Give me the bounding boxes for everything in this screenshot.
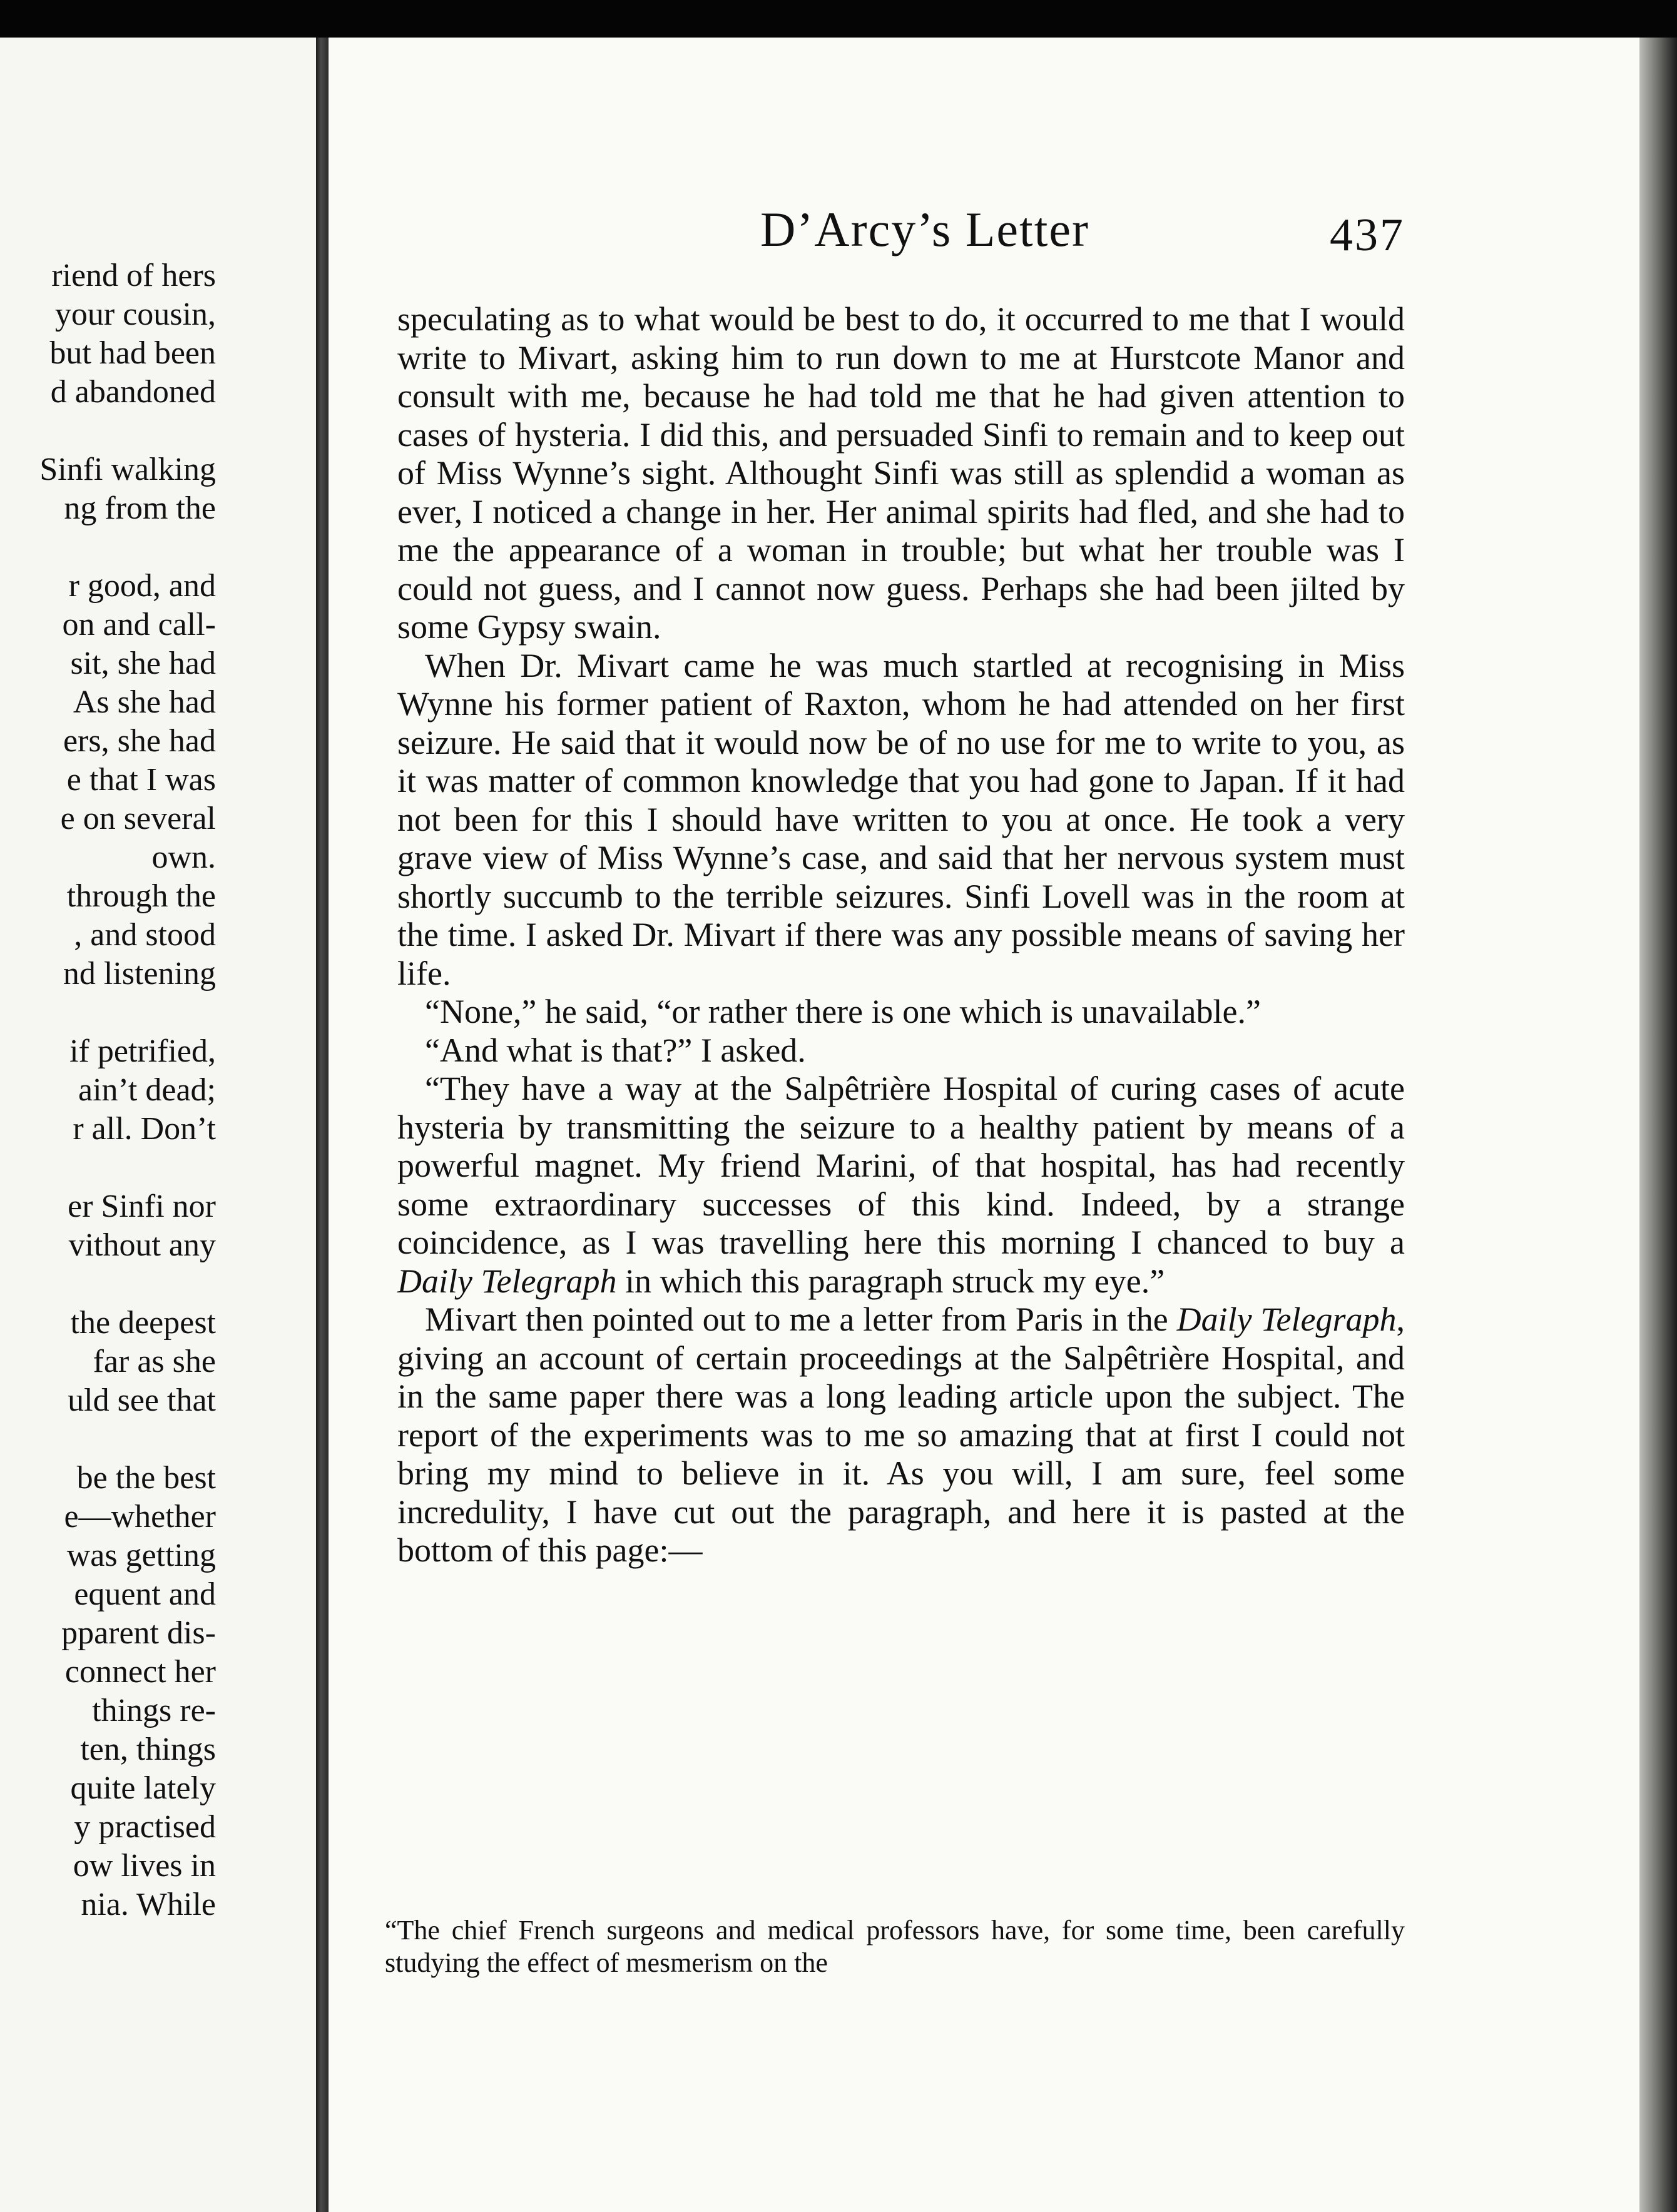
left-page-line: connect her	[64, 1654, 216, 1690]
left-page-line: ow lives in	[73, 1848, 216, 1884]
left-page-line: uld see that	[68, 1382, 216, 1418]
book-gutter	[316, 38, 329, 2212]
quote-text: “The chief French surgeons and medical professors have, for some time, been carefully studying the effect of mesmerism on the	[385, 1915, 1405, 1978]
left-page-line: er Sinfi nor	[68, 1189, 216, 1224]
paragraph-4: “And what is that?” I asked.	[425, 1031, 806, 1069]
left-page-line: on and call-	[62, 607, 216, 642]
page-number: 437	[1330, 210, 1405, 261]
left-page-text-column	[0, 256, 216, 1924]
left-page-line: far as she	[93, 1344, 216, 1379]
left-page-line: ain’t dead;	[78, 1072, 216, 1108]
left-page-line: r all. Don’t	[73, 1111, 216, 1147]
left-page-line: if petrified,	[69, 1033, 216, 1069]
left-page-line: riend of hers	[51, 258, 216, 293]
page-edge-right	[1639, 38, 1677, 2212]
paragraph-2: When Dr. Mivart came he was much startled at recognising in Miss Wynne his former patient of Raxton, whom he had attended on her first seizure. He said that it would now be of no use for me to write to you, as it was matter of common knowledge that you had gone to Japan. If it had not been for this I should have written to you at once. He took a very grave view of Miss Wynne’s case, and said that her nervous system must shortly succumb to the terrible seizures. Sinfi Lovell was in the room at the time. I asked Dr. Mivart if there was any possible means of saving her life.	[397, 646, 1405, 992]
paragraph-6-text-a: Mivart then pointed out to me a letter from Paris in the	[425, 1301, 1177, 1338]
paragraph-5-newspaper-title: Daily Telegraph	[397, 1262, 617, 1300]
left-page-line: Sinfi walking	[39, 452, 216, 487]
left-page-line	[0, 1149, 216, 1187]
scan-border-top	[0, 0, 1677, 38]
left-page-line	[0, 993, 216, 1032]
left-page-line: be the best	[76, 1460, 216, 1496]
paragraph-3: “None,” he said, “or rather there is one which is unavailable.”	[425, 993, 1261, 1030]
body-text	[397, 300, 1405, 1570]
left-page-line: d abandoned	[50, 374, 216, 410]
left-page-line: sit, she had	[70, 646, 216, 681]
left-page-line: ten, things	[80, 1732, 216, 1767]
left-page-line: e—whether	[64, 1499, 216, 1535]
paragraph-6-text-b: , giving an account of certain proceedings at the Salpêtrière Hospital, and in the same paper there was a long leading article upon the subject. The report of the experiments was to me so amazing that at first I could not bring my mind to believe in it. As you will, I am sure, feel some incredulity, I have cut out the paragraph, and here it is pasted at the bottom of this page:—	[397, 1301, 1405, 1569]
left-page	[0, 38, 316, 2212]
running-title: D’Arcy’s Letter	[760, 202, 1089, 256]
left-page-line: through the	[66, 878, 216, 914]
left-page-line: e that I was	[66, 762, 216, 798]
left-page-line: your cousin,	[54, 297, 216, 332]
left-page-line: the deepest	[70, 1305, 216, 1341]
left-page-line: vithout any	[68, 1227, 216, 1263]
left-page-line	[0, 412, 216, 450]
paragraph-1: speculating as to what would be best to do, it occurred to me that I would write to Mivart, asking him to run down to me at Hurstcote Manor and consult with me, because he had told me that he had given attention to cases of hysteria. I did this, and persuaded Sinfi to remain and to keep out of Miss Wynne’s sight. Althought Sinfi was still as splendid a woman as ever, I noticed a change in her. Her animal spirits had fled, and she had to me the appearance of a woman in trouble; but what her trouble was I could not guess, and I cannot now guess. Perhaps she had been jilted by some Gypsy swain.	[397, 300, 1405, 646]
left-page-line	[0, 1420, 216, 1459]
left-page-line: y practised	[74, 1809, 216, 1845]
left-page-line: e on several	[60, 801, 216, 836]
left-page-line: quite lately	[70, 1770, 216, 1806]
left-page-line	[0, 528, 216, 567]
paragraph-6	[397, 1301, 1405, 1570]
left-page-line: own.	[151, 840, 216, 875]
left-page-line: pparent dis-	[61, 1615, 216, 1651]
paragraph-5-text-b: in which this paragraph struck my eye.”	[616, 1262, 1165, 1300]
left-page-line: nd listening	[63, 956, 216, 992]
left-page-line: but had been	[49, 335, 216, 371]
left-page-line: things re-	[92, 1693, 216, 1728]
left-page-line: ng from the	[64, 490, 216, 526]
left-page-line: , and stood	[74, 917, 216, 953]
paragraph-6-newspaper-title: Daily Telegraph	[1176, 1301, 1397, 1338]
left-page-line: As she had	[73, 684, 216, 720]
pasted-newspaper-quote	[385, 1914, 1405, 1979]
right-page	[329, 38, 1639, 2212]
left-page-line: was getting	[66, 1538, 216, 1573]
left-page-line: nia. While	[81, 1887, 216, 1922]
running-head	[329, 201, 1639, 261]
left-page-line: equent and	[74, 1576, 216, 1612]
left-page-line: ers, she had	[63, 723, 216, 759]
left-page-line	[0, 1265, 216, 1304]
paragraph-5	[397, 1070, 1405, 1301]
left-page-line: r good, and	[68, 568, 216, 604]
paragraph-5-text-a: “They have a way at the Salpêtrière Hospital of curing cases of acute hysteria by transmitting the seizure to a healthy patient by means of a powerful magnet. My friend Marini, of that hospital, has had recently some extraordinary successes of this kind. Indeed, by a strange coincidence, as I was travelling here this morning I chanced to buy a	[397, 1070, 1405, 1261]
